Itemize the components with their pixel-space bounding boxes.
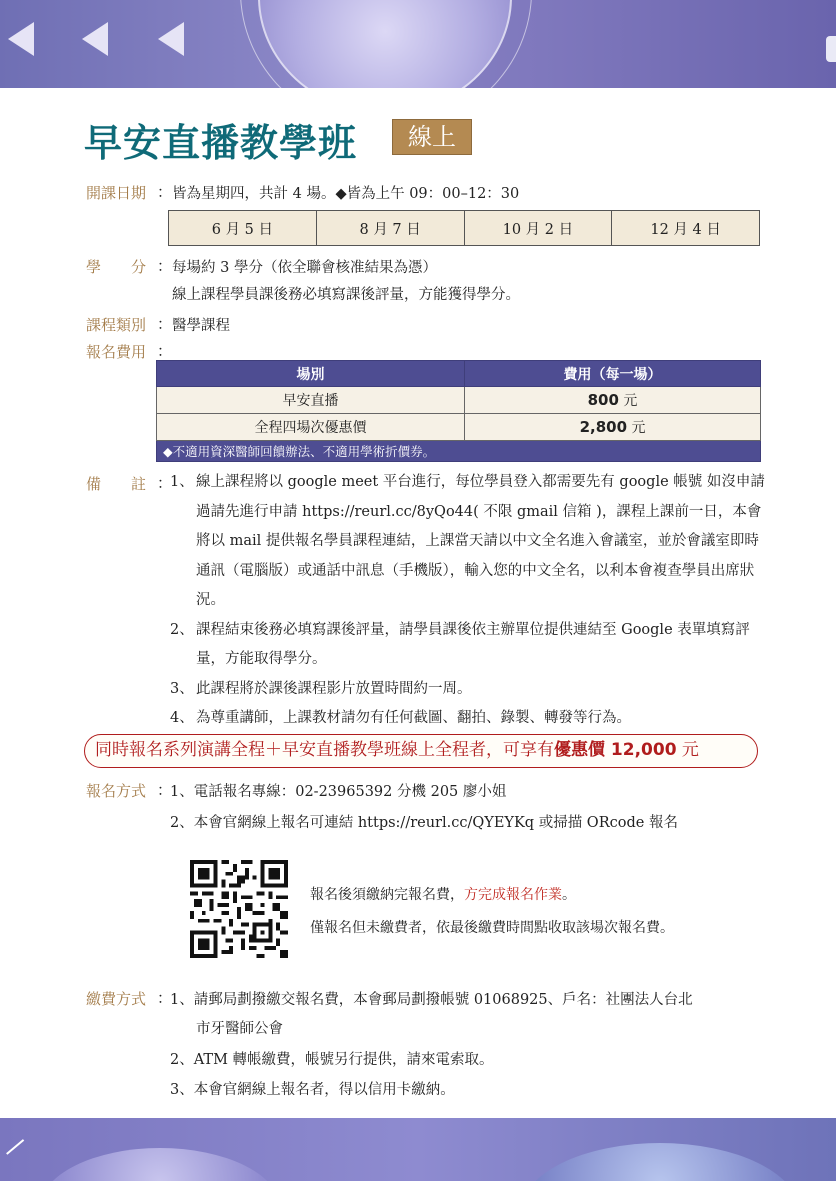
payment-line3: 3、本會官網線上報名者，得以信用卡繳納。 [170,1082,455,1098]
table-row [157,387,761,414]
list-item [170,675,766,705]
fee-price [465,387,761,414]
fee-amount: 2,800 [579,418,628,436]
colon: ： [157,989,173,1007]
registration-line1: 1、電話報名專線：02-23965392 分機 205 廖小姐 [170,784,507,800]
item-text: 此課程將於課後課程影片放置時間約一周。 [196,680,472,697]
colon: ： [157,315,173,333]
qr-note-emphasis: 方完成報名作業 [464,887,562,903]
online-badge: 線上 [392,119,472,155]
colon: ： [157,183,173,201]
triangle-left-icon [158,22,184,56]
date-cell: 12 月 4 日 [612,211,760,246]
payment-line2: 2、ATM 轉帳繳費，帳號另行提供，請來電索取。 [170,1052,494,1068]
remarks-list [170,468,766,734]
item-number: 3、 [170,680,194,697]
colon: ： [157,342,173,360]
item-text: 課程結束後務必填寫課後評量，請學員課後依主辦單位提供連結至 Google 表單填寫評量，方能取得學分。 [196,621,750,667]
list-item [170,616,766,675]
credits-label: 學 分 [86,258,147,276]
fee-session-name: 全程四場次優惠價 [157,414,465,441]
schedule-label: 開課日期 [86,184,147,202]
credits-line1: 每場約 3 學分（依全聯會核准結果為憑） [172,260,437,276]
header-banner [0,0,836,88]
date-cell: 8 月 7 日 [316,211,464,246]
decorative-circle [40,1148,280,1181]
triangle-left-icon [82,22,108,56]
promo-banner [84,734,758,768]
colon: ： [157,781,173,799]
category-value: 醫學課程 [172,318,230,334]
registration-label: 報名方式 [86,782,147,800]
footer-banner [0,1118,836,1181]
item-number: 4、 [170,710,194,726]
page-title: 早安直播教學班 [84,121,358,165]
qr-note-end: 。 [562,887,576,903]
promo-text: 同時報名系列演講全程＋早安直播教學班線上全程者，可享有 [95,740,554,760]
fee-note: ◆不適用資深醫師回饋辦法、不適用學術折價券。 [157,441,761,462]
qr-note-1 [310,884,576,904]
decorative-circle [258,0,512,88]
payment-line1: 1、請郵局劃撥繳交報名費，本會郵局劃撥帳號 01068925、戶名：社團法人台北 [170,992,693,1008]
fee-label: 報名費用 [86,343,147,361]
fee-header-session: 場別 [157,361,465,387]
fee-unit: 元 [631,420,646,436]
qr-code-icon[interactable] [190,860,288,958]
list-item [170,468,766,616]
promo-highlight: 優惠價 12,000 [554,740,677,760]
remarks-label: 備 註 [86,475,147,493]
qr-note-2: 僅報名但未繳費者，依最後繳費時間點收取該場次報名費。 [310,920,674,936]
qr-note-text: 報名後須繳納完報名費， [310,887,464,903]
item-text: 線上課程將以 google meet 平台進行，每位學員登入都需要先有 google 帳號 如沒申請過請先進行申請 https://reurl.cc/8yQo44( 不限 gmail 信箱 )，課程上課前一日，本會將以 mail 提供報名學員課程連結，上課當天請以中文全名進入會議室，並於會議室即時通訊（電腦版）或通話中訊息（手機版），輸入您的中文全名，以利本會複查學員出席狀況。 [196,474,765,608]
date-cell: 10 月 2 日 [464,211,612,246]
fee-session-name: 早安直播 [157,387,465,414]
colon: ： [157,474,173,492]
registration-line2: 2、本會官網線上報名可連結 https://reurl.cc/QYEYKq 或掃描 ORcode 報名 [170,815,678,831]
payment-line1-cont: 市牙醫師公會 [196,1021,283,1037]
fee-header-price: 費用（每一場） [465,361,761,387]
item-number: 1、 [170,474,194,490]
fee-table [156,360,761,462]
decorative-line [6,1139,24,1154]
payment-label: 繳費方式 [86,990,147,1008]
dates-table [168,210,760,246]
fee-price [465,414,761,441]
fee-unit: 元 [623,393,638,409]
fee-amount: 800 [587,391,619,409]
item-text: 為尊重講師，上課教材請勿有任何截圖、翻拍、錄製、轉發等行為。 [196,710,631,726]
list-item [170,704,766,734]
promo-unit: 元 [676,740,699,760]
triangle-left-icon [8,22,34,56]
colon: ： [157,257,173,275]
category-label: 課程類別 [86,316,147,334]
date-cell: 6 月 5 日 [169,211,317,246]
table-row [157,414,761,441]
credits-line2: 線上課程學員課後務必填寫課後評量，方能獲得學分。 [172,287,520,303]
schedule-text: 皆為星期四，共計 4 場。◆皆為上午 09：00–12：30 [172,186,520,202]
decorative-circle [520,1143,800,1181]
item-number: 2、 [170,621,194,638]
side-tab [826,36,836,62]
